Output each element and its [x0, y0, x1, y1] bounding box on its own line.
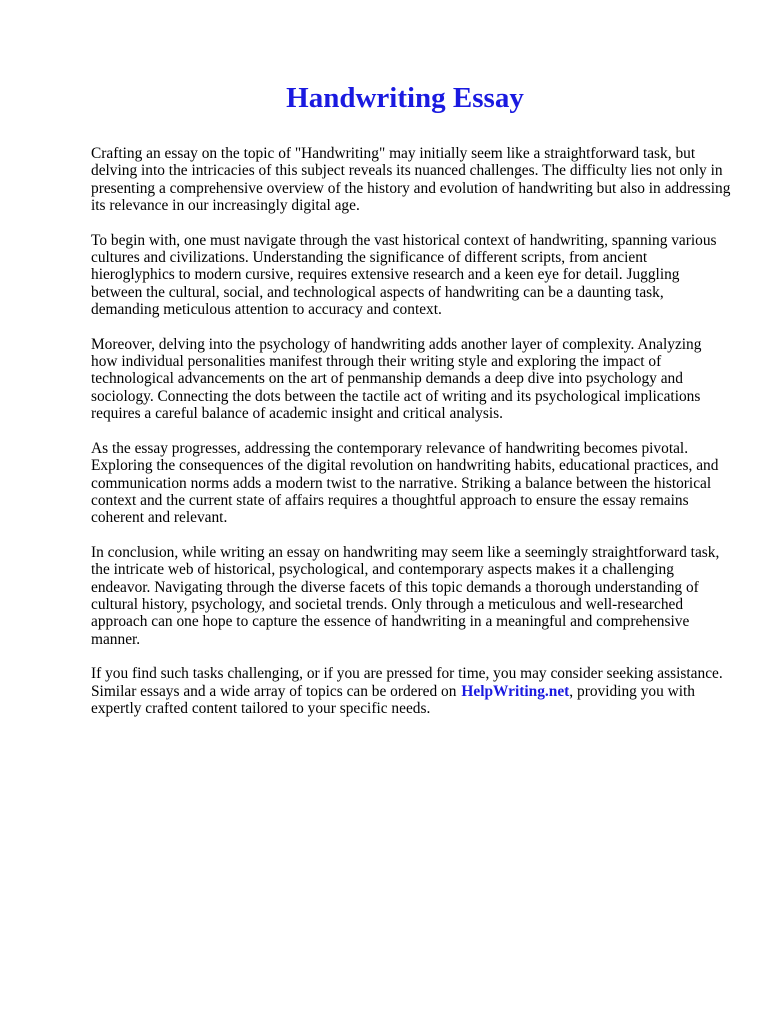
closing-text-after-link: , providing you with expertly crafted content tailored to your specific needs. — [91, 682, 695, 717]
helpwriting-link[interactable]: HelpWriting.net — [461, 682, 570, 700]
paragraph-closing — [91, 665, 731, 717]
paragraph-conclusion: In conclusion, while writing an essay on handwriting may seem like a seemingly straightforward task, the intricate web of historical, psychological, and contemporary aspects makes it a challenging endeavor. Navigating through the diverse facets of this topic demands a thorough understanding of cultural history, psychology, and societal trends. Only through a meticulous and well-researched approach can one hope to capture the essence of handwriting in a meaningful and comprehensive manner. — [91, 543, 720, 648]
essay-body — [91, 145, 731, 734]
paragraph-contemporary-relevance: As the essay progresses, addressing the contemporary relevance of handwriting becomes pivotal. Exploring the consequences of the digital revolution on handwriting habits, educational practices, and communication norms adds a modern twist to the narrative. Striking a balance between the historical context and the current state of affairs requires a thoughtful approach to ensure the essay remains coherent and relevant. — [91, 439, 719, 527]
closing-text-before-link: If you find such tasks challenging, or if you are pressed for time, you may consider seeking assistance. Similar essays and a wide array of topics can be ordered on — [91, 665, 723, 700]
paragraph-intro: Crafting an essay on the topic of "Handwriting" may initially seem like a straightforward task, but delving into the intricacies of this subject reveals its nuanced challenges. The difficulty lies not only in presenting a comprehensive overview of the history and evolution of handwriting but also in addressing its relevance in our increasingly digital age. — [91, 145, 731, 215]
paragraph-psychology: Moreover, delving into the psychology of handwriting adds another layer of complexity. Analyzing how individual personalities manifest through their writing style and exploring the impact of technological advancements on the art of penmanship demands a deep dive into psychology and sociology. Connecting the dots between the tactile act of writing and its psychological implications requires a careful balance of academic insight and critical analysis. — [91, 335, 702, 423]
page-title: Handwriting Essay — [286, 82, 524, 114]
paragraph-historical-context: To begin with, one must navigate through the vast historical context of handwriting, spanning various cultures and civilizations. Understanding the significance of different scripts, from ancient hieroglyphics to modern cursive, requires extensive research and a keen eye for detail. Juggling between the cultural, social, and technological aspects of handwriting can be a daunting task, demanding meticulous attention to accuracy and context. — [91, 231, 717, 319]
